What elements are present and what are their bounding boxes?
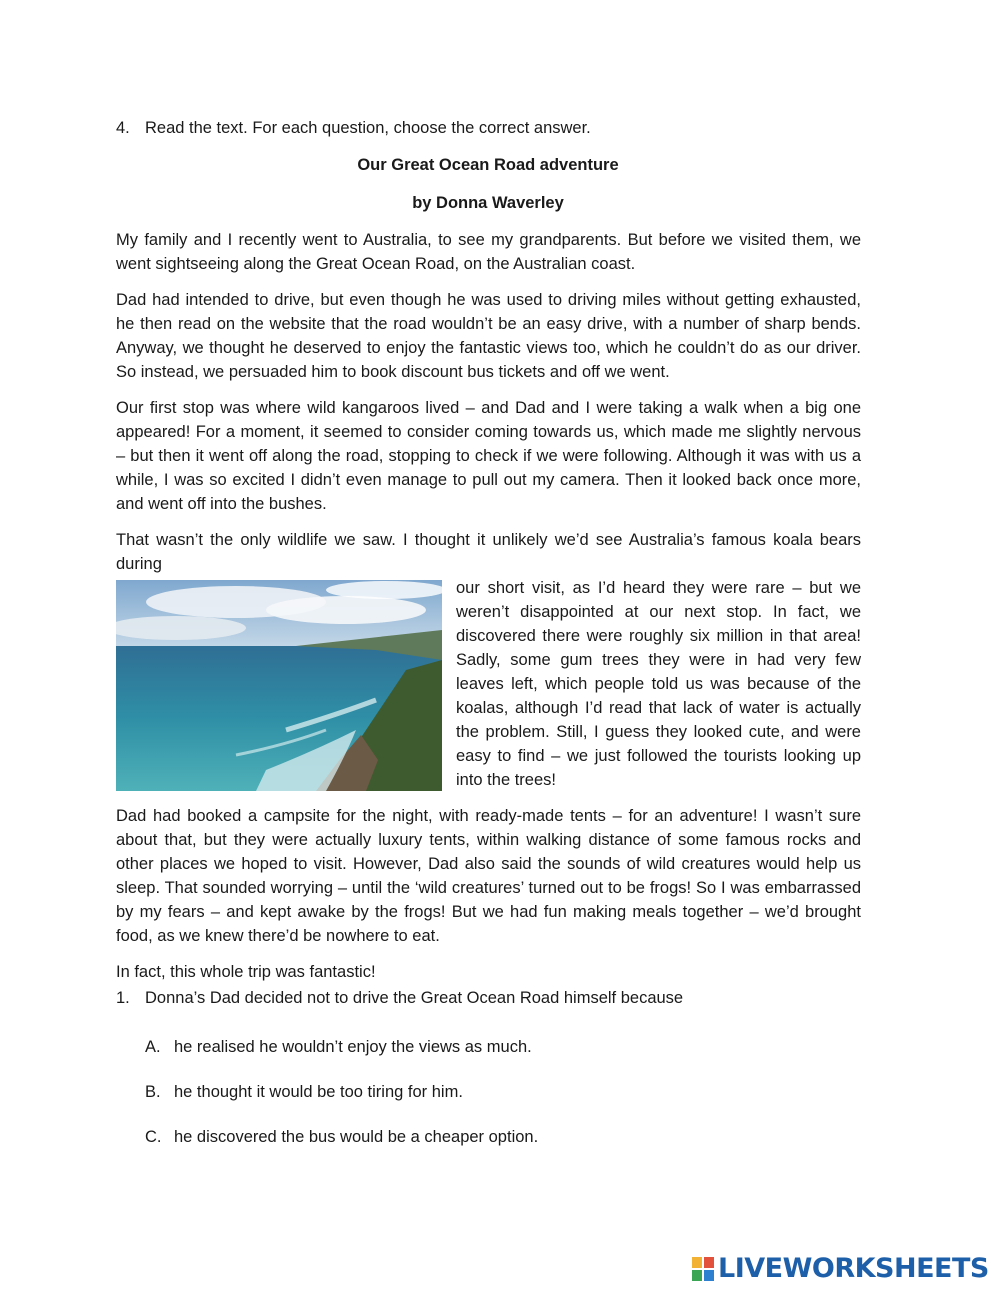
instruction-number: 4.	[116, 119, 130, 137]
question-1	[116, 986, 876, 1010]
liveworksheets-logo-icon	[692, 1257, 714, 1281]
logo-text: LIVEWORKSHEETS	[718, 1253, 989, 1284]
instruction	[116, 116, 876, 140]
article-byline: by Donna Waverley	[412, 194, 564, 212]
article-body	[116, 228, 861, 996]
question-number: 1.	[116, 989, 130, 1007]
option-text: he realised he wouldn’t enjoy the views as much.	[174, 1038, 532, 1056]
article-paragraph: Dad had booked a campsite for the night, with ready-made tents – for an adventure! I wasn’t sure about that, but they were actually luxury tents, within walking distance of some famous rocks and other places we hoped to visit. However, Dad also said the sounds of wild creatures would help us sleep. That sounded worrying – until the ‘wild creatures’ turned out to be frogs! So I was embarrassed by my fears – and kept awake by the frogs! But we had fun making meals together – we’d brought food, as we knew there’d be nowhere to eat.	[116, 807, 861, 945]
article-paragraph: That wasn’t the only wildlife we saw. I thought it unlikely we’d see Australia’s famous koala bears during	[116, 531, 861, 573]
option-letter: A.	[145, 1038, 161, 1056]
coastline-photo	[116, 580, 442, 791]
article-paragraph: Dad had intended to drive, but even though he was used to driving miles without getting exhausted, he then read on the website that the road wouldn’t be an easy drive, with a number of sharp bends. Anyway, we thought he deserved to enjoy the fantastic views too, which he couldn’t do as our driver. So instead, we persuaded him to book discount bus tickets and off we went.	[116, 291, 861, 381]
article-paragraph: Our first stop was where wild kangaroos lived – and Dad and I were taking a walk when a big one appeared! For a moment, it seemed to consider coming towards us, which made me slightly nervous – but then it went off along the road, stopping to check if we were following. Although it was with us a while, I was so excited I didn’t even manage to pull out my camera. Then it looked back once more, and went off into the bushes.	[116, 399, 861, 513]
option-letter: B.	[145, 1083, 161, 1101]
article-paragraph: our short visit, as I’d heard they were rare – but we weren’t disappointed at our next stop. In fact, we discovered there were roughly six million in that area! Sadly, some gum trees they were in had very few leaves left, which people told us was because of the koalas, although I’d read that lack of water is actually the problem. Still, I guess they looked cute, and were easy to find – we just followed the tourists looking up into the trees!	[456, 579, 861, 789]
answer-option-b[interactable]	[145, 1080, 845, 1125]
article-title: Our Great Ocean Road adventure	[357, 156, 619, 174]
option-text: he discovered the bus would be a cheaper option.	[174, 1128, 539, 1146]
article-paragraph: In fact, this whole trip was fantastic!	[116, 963, 376, 981]
option-letter: C.	[145, 1128, 162, 1146]
article-paragraph: My family and I recently went to Australia, to see my grandparents. But before we visited them, we went sightseeing along the Great Ocean Road, on the Australian coast.	[116, 231, 861, 273]
question-text: Donna’s Dad decided not to drive the Great Ocean Road himself because	[145, 989, 684, 1007]
instruction-text: Read the text. For each question, choose the correct answer.	[145, 119, 591, 137]
coastline-photo-image	[116, 580, 442, 791]
liveworksheets-logo	[692, 1254, 989, 1284]
option-text: he thought it would be too tiring for him.	[174, 1083, 463, 1101]
answer-options	[145, 1035, 845, 1170]
answer-option-a[interactable]	[145, 1035, 845, 1080]
answer-option-c[interactable]	[145, 1125, 845, 1170]
